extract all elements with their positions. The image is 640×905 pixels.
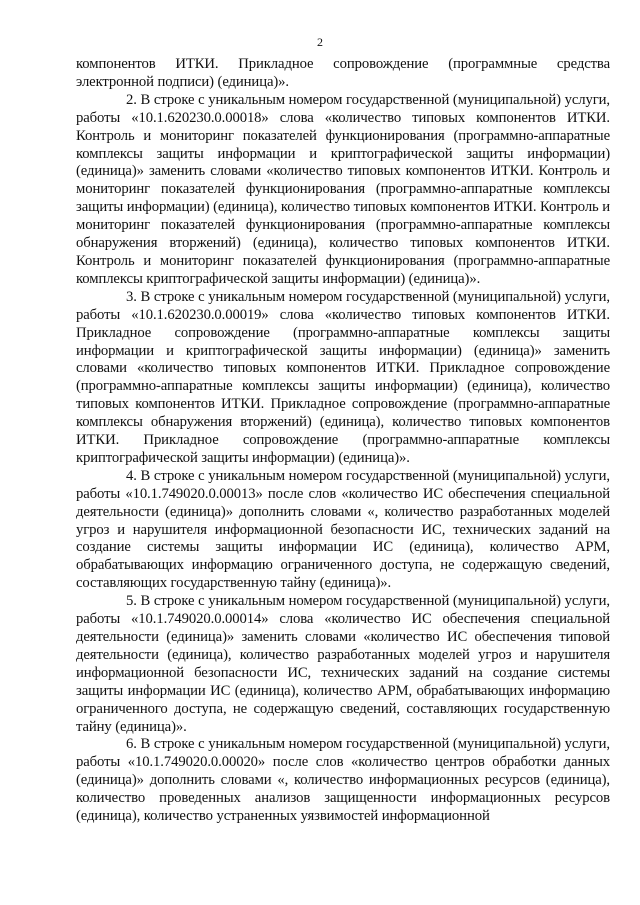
page-number: 2 xyxy=(317,35,323,49)
paragraph-item-5: 5. В строке с уникальным номером государственной (муниципальной) услуги, работы «10.1.749020.0.00014» слова «количество ИС обеспечения специальной деятельности (единица)» заменить словами «количество ИС обеспечения типовой деятельности (единица), количество разработанных моделей угроз и нарушителя информационной безопасности ИС, технических заданий на создание системы защиты информации ИС (единица), количество АРМ, обрабатывающих информацию ограниченного доступа, не содержащую сведений, составляющих государственную тайну (единица)». xyxy=(76,593,610,735)
paragraph-item-4: 4. В строке с уникальным номером государственной (муниципальной) услуги, работы «10.1.749020.0.00013» после слов «количество ИС обеспечения специальной деятельности (единица)» дополнить словами «, количество разработанных моделей угроз и нарушителя информационной безопасности ИС, технических заданий на создание системы защиты информации ИС (единица), количество АРМ, обрабатывающих информацию ограниченного доступа, не содержащую сведений, составляющих государственную тайну (единица)». xyxy=(76,467,610,592)
paragraph-item-2: 2. В строке с уникальным номером государственной (муниципальной) услуги, работы «10.1.620230.0.00018» слова «количество типовых компонентов ИТКИ. Контроль и мониторинг показателей функционирования (программно-аппаратные комплексы защиты информации и криптографической защиты информации) (единица)» заменить словами «количество типовых компонентов ИТКИ. Контроль и мониторинг показателей функционирования (программно-аппаратные комплексы защиты информации) (единица), количество типовых компонентов ИТКИ. Контроль и мониторинг показателей функционирования (программно-аппаратные комплексы обнаружения вторжений) (единица), количество типовых компонентов ИТКИ. Контроль и мониторинг показателей функционирования (программно-аппаратные комплексы криптографической защиты информации) (единица)». xyxy=(76,91,610,287)
paragraph-item-6: 6. В строке с уникальным номером государственной (муниципальной) услуги, работы «10.1.749020.0.00020» после слов «количество центров обработки данных (единица)» дополнить словами «, количество информационных ресурсов (единица), количество проведенных анализов защищенности информационных ресурсов (единица), количество устраненных уязвимостей информационной xyxy=(76,736,610,825)
document-body xyxy=(76,56,610,826)
paragraph-item-3: 3. В строке с уникальным номером государственной (муниципальной) услуги, работы «10.1.620230.0.00019» слова «количество типовых компонентов ИТКИ. Прикладное сопровождение (программно-аппаратные комплексы защиты информации и криптографической защиты информации) (единица)» заменить словами «количество типовых компонентов ИТКИ. Прикладное сопровождение (программно-аппаратные комплексы защиты информации) (единица), количество типовых компонентов ИТКИ. Прикладное сопровождение (программно-аппаратные комплексы обнаружения вторжений) (единица), количество типовых компонентов ИТКИ. Прикладное сопровождение (программно-аппаратные комплексы криптографической защиты информации) (единица)». xyxy=(76,288,610,466)
paragraph-continuation: компонентов ИТКИ. Прикладное сопровождение (программные средства электронной подписи) (единица)». xyxy=(76,56,610,90)
